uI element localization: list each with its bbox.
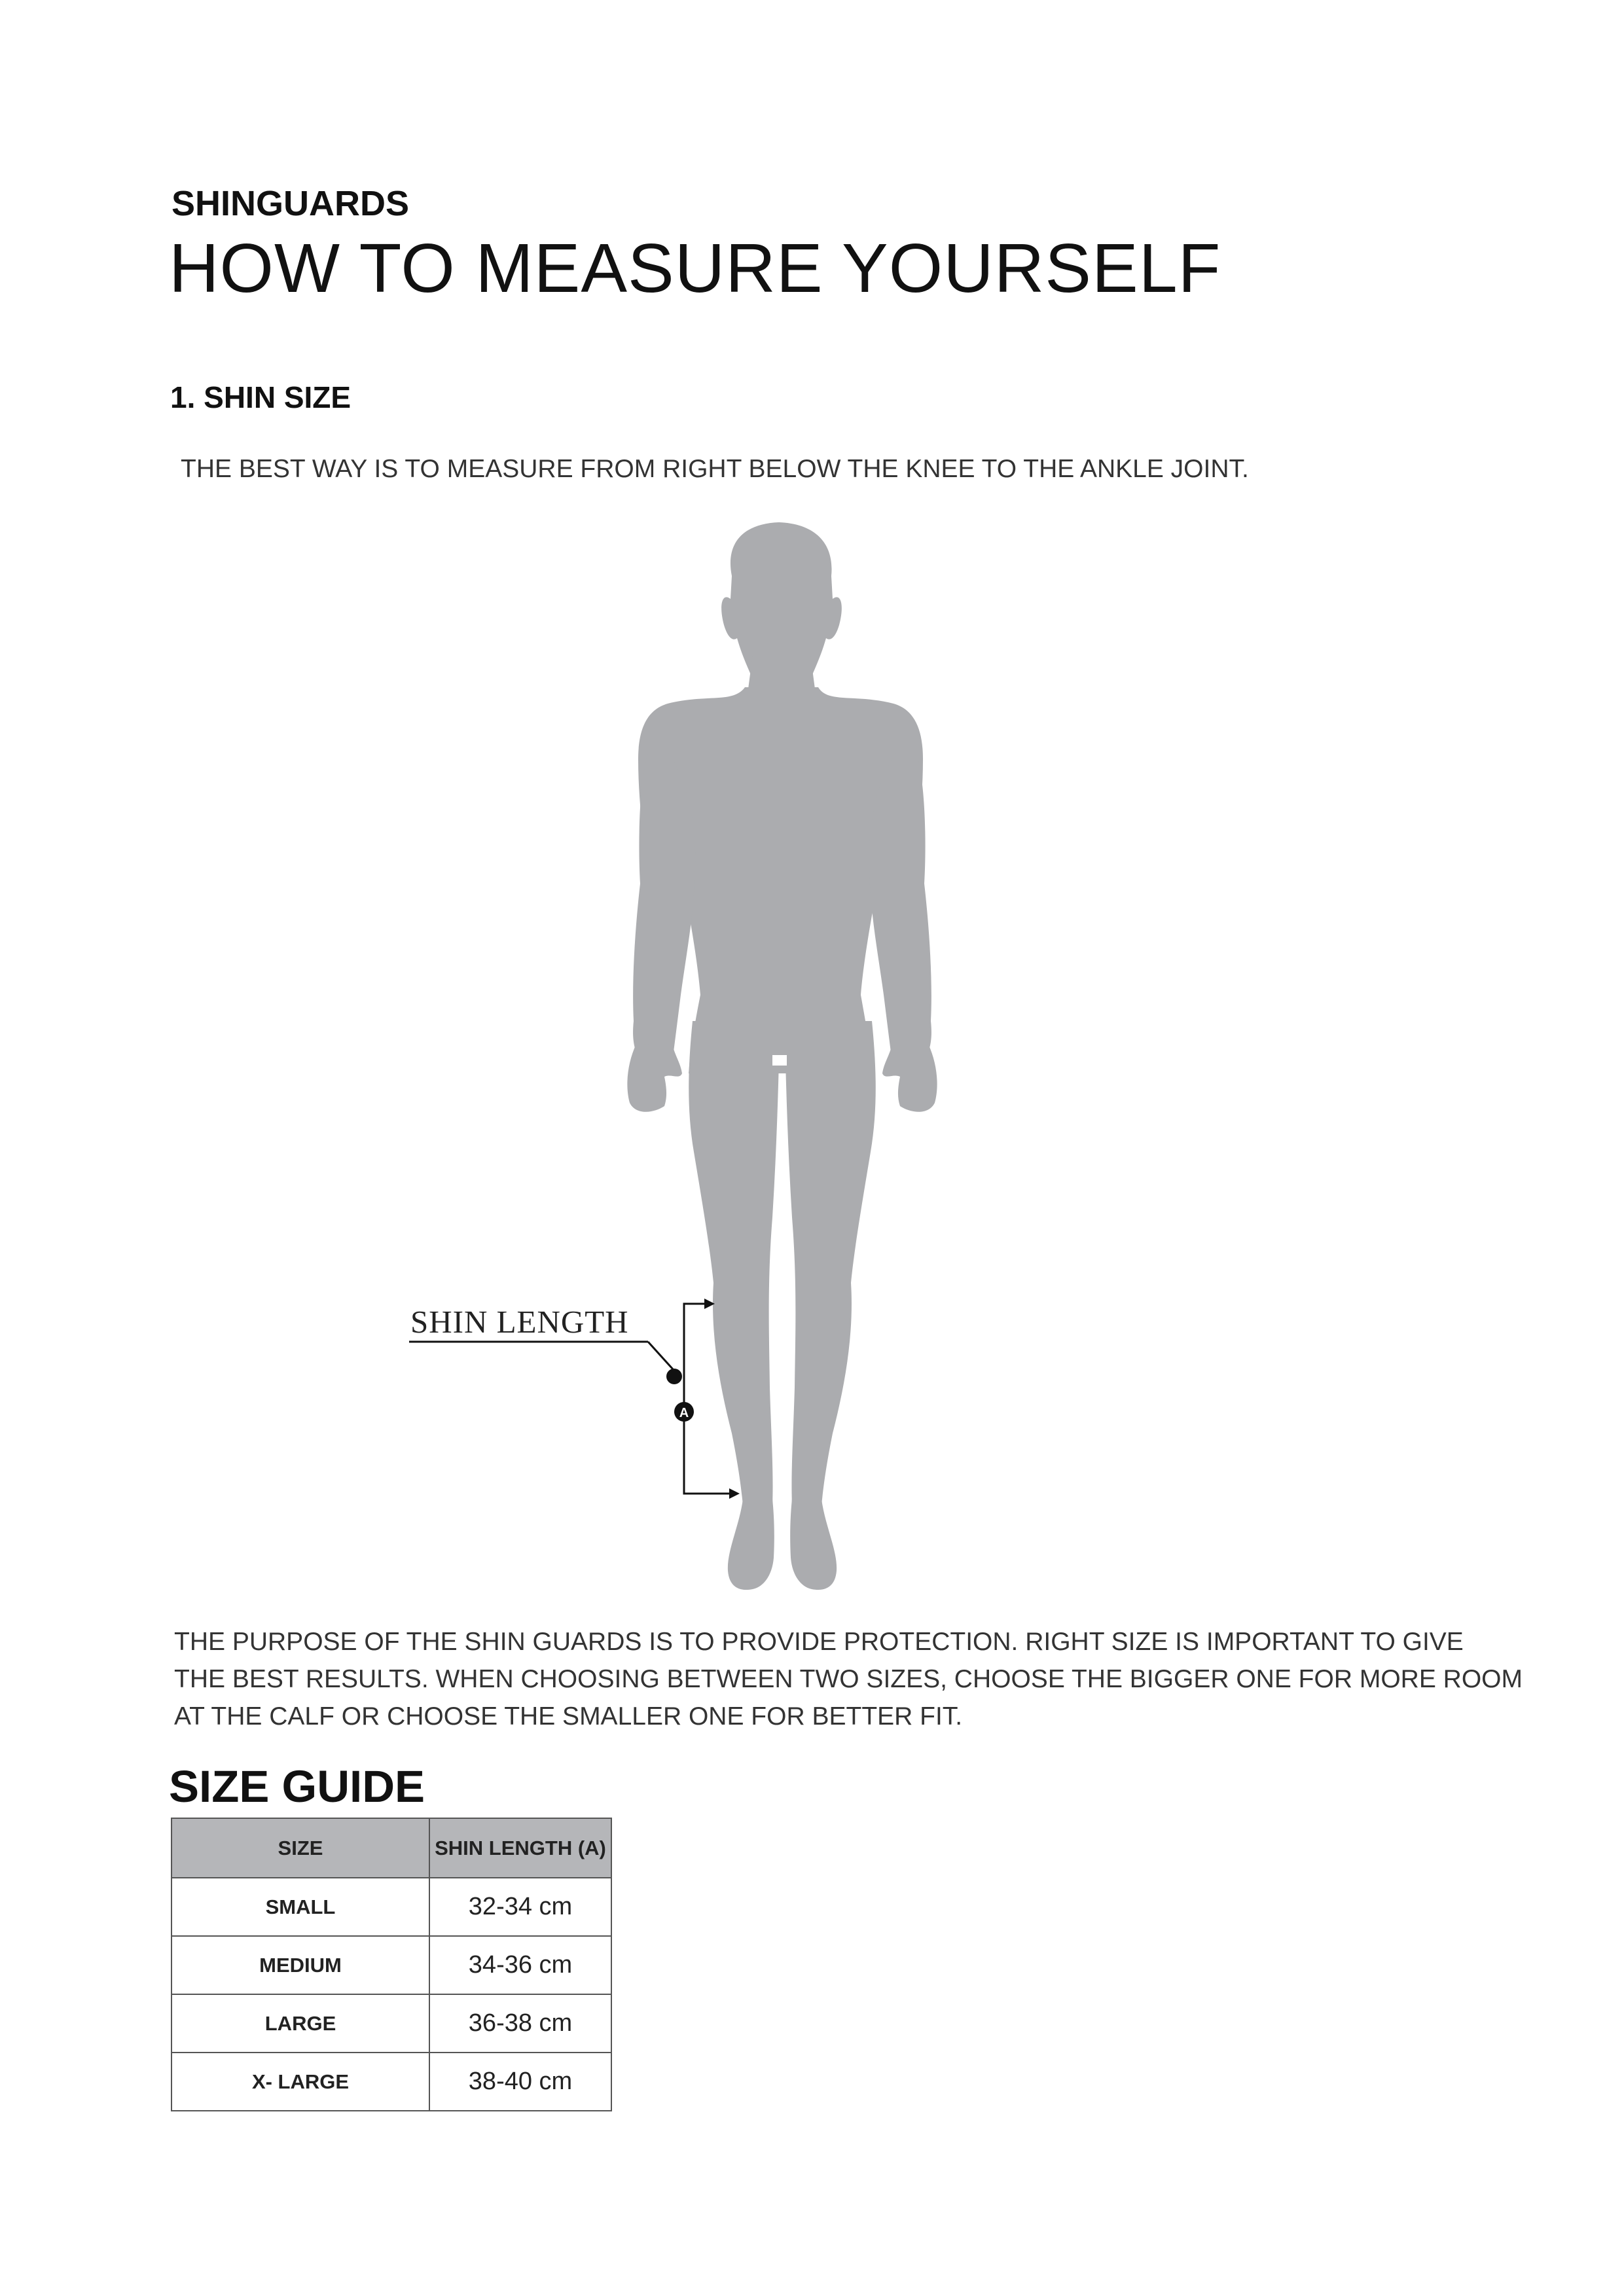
- table-row: [171, 2053, 611, 2111]
- size-cell: SMALL: [171, 1878, 429, 1936]
- paragraph-line: THE BEST RESULTS. WHEN CHOOSING BETWEEN TWO SIZES, CHOOSE THE BIGGER ONE FOR MORE ROOM: [174, 1665, 1523, 1693]
- marker-a-label: A: [679, 1406, 689, 1420]
- paragraph-line: AT THE CALF OR CHOOSE THE SMALLER ONE FOR BETTER FIT.: [174, 1702, 963, 1731]
- table-row: [171, 1994, 611, 2053]
- subtitle: SHINGUARDS: [171, 184, 410, 223]
- column-header-size: SIZE: [171, 1818, 429, 1878]
- length-cell: 38-40 cm: [429, 2053, 611, 2111]
- size-cell: X- LARGE: [171, 2053, 429, 2111]
- length-cell: 36-38 cm: [429, 1994, 611, 2053]
- size-guide-title: SIZE GUIDE: [169, 1761, 425, 1812]
- measurement-dot: [666, 1369, 682, 1384]
- intro-text: THE BEST WAY IS TO MEASURE FROM RIGHT BELOW THE KNEE TO THE ANKLE JOINT.: [181, 455, 1249, 483]
- paragraph-line: THE PURPOSE OF THE SHIN GUARDS IS TO PROVIDE PROTECTION. RIGHT SIZE IS IMPORTANT TO GIVE: [174, 1628, 1464, 1656]
- size-cell: LARGE: [171, 1994, 429, 2053]
- section-heading: 1. SHIN SIZE: [170, 380, 352, 414]
- length-cell: 32-34 cm: [429, 1878, 611, 1936]
- size-table: [171, 1818, 612, 2111]
- size-cell: MEDIUM: [171, 1936, 429, 1994]
- description-paragraph: [174, 1623, 1523, 1735]
- length-cell: 34-36 cm: [429, 1936, 611, 1994]
- column-header-shin-length: SHIN LENGTH (A): [429, 1818, 611, 1878]
- page-title: HOW TO MEASURE YOURSELF: [169, 230, 1221, 307]
- table-header-row: [171, 1818, 611, 1878]
- table-row: [171, 1878, 611, 1936]
- shin-length-label: SHIN LENGTH: [410, 1304, 629, 1340]
- table-row: [171, 1936, 611, 1994]
